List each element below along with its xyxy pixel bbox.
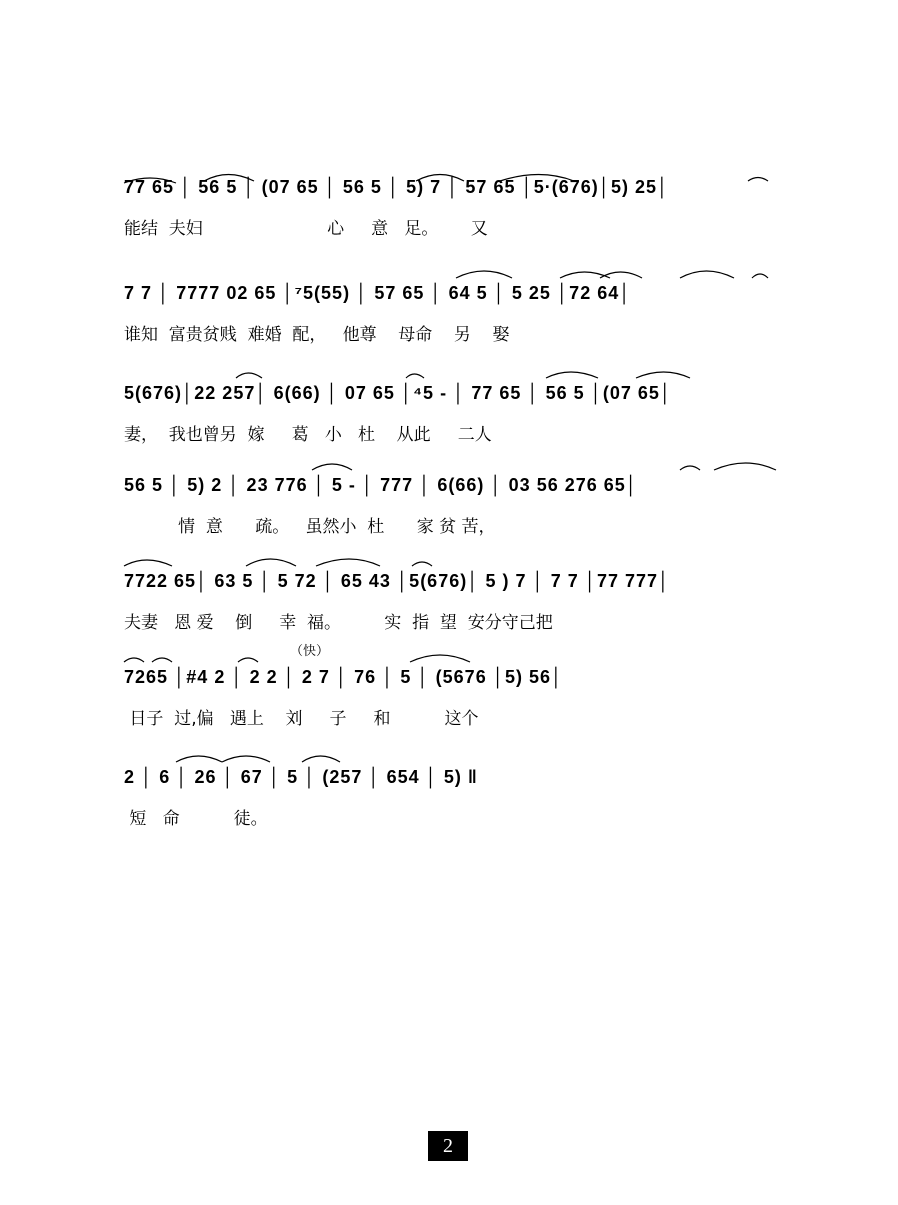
score-system-2 xyxy=(124,278,792,348)
lyrics-line: 情 意 疏。 虽然小 杜 家 贫 苦， xyxy=(124,517,496,537)
tempo-marking: （快） xyxy=(290,644,330,659)
lyrics-line: 短 命 徒。 xyxy=(124,809,268,829)
page-number: 2 xyxy=(428,1131,468,1161)
lyrics-line: 谁知 富贵贫贱 难婚 配， 他尊 母命 另 娶 xyxy=(124,325,510,345)
notation-line: 5(676)│22 257│ 6(66) │ 07 65 │⁴5 - │ 77 65 │ 56 5 │(07 65│ xyxy=(124,383,673,403)
score-system-5 xyxy=(124,566,792,636)
score-system-1 xyxy=(124,172,792,242)
lyrics-line: 能结 夫妇 心 意 足。 又 xyxy=(124,219,488,239)
score-system-7 xyxy=(124,762,792,832)
notation-line: 56 5 │ 5) 2 │ 23 776 │ 5 - │ 777 │ 6(66) │ 03 56 276 65│ xyxy=(124,475,639,495)
score-system-4 xyxy=(124,470,792,540)
lyrics-line: 夫妻 恩 爱 倒 幸 福。 实 指 望 安分守己把 xyxy=(124,613,553,633)
notation-line: 77 65 │ 56 5 │ (07 65 │ 56 5 │ 5) 7 │ 57 65 │5·(676)│5) 25│ xyxy=(124,177,670,197)
notation-line: 2 │ 6 │ 26 │ 67 │ 5 │ (257 │ 654 │ 5) ‖ xyxy=(124,767,478,787)
score-system-6 xyxy=(124,644,792,732)
lyrics-line: 日子 过,偏 遇上 刘 子 和 这个 xyxy=(124,709,479,729)
notation-line: 7722 65│ 63 5 │ 5 72 │ 65 43 │5(676)│ 5 ) 7 │ 7 7 │77 777│ xyxy=(124,571,671,591)
lyrics-line: 妻， 我也曾另 嫁 葛 小 杜 从此 二人 xyxy=(124,425,492,445)
notation-line: 7265 │#4 2 │ 2 2 │ 2 7 │ 76 │ 5 │ (5676 │5) 56│ xyxy=(124,667,564,687)
score-system-3 xyxy=(124,378,792,448)
notation-line: 7 7 │ 7777 02 65 │⁷5(55) │ 57 65 │ 64 5 │ 5 25 │72 64│ xyxy=(124,283,632,303)
